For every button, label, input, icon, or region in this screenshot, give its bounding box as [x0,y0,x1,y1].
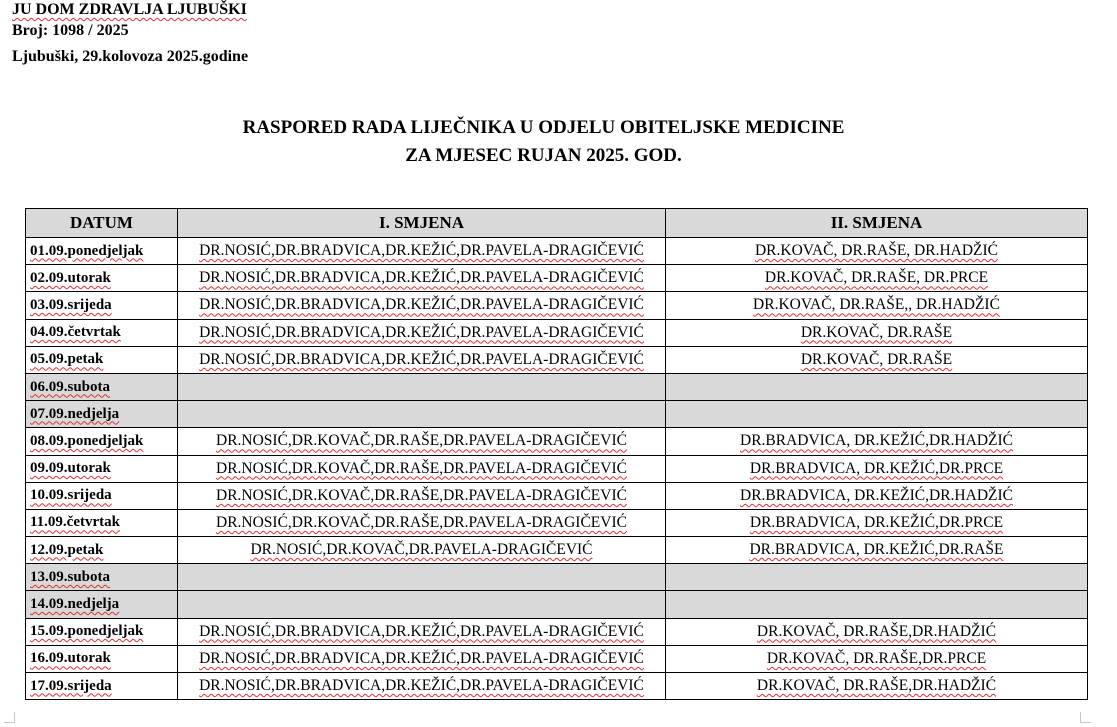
shift-1-doctors: DR.NOSIĆ,DR.BRADVICA,DR.KEŽIĆ,DR.PAVELA-DRAGIČEVIĆ [199,269,644,287]
date-text: 16.09.utorak [30,650,111,667]
shift-2-cell [666,265,1088,292]
shift-1-cell [178,618,666,645]
shift-1-cell [178,346,666,373]
place-date [12,47,248,67]
shift-2-cell [666,455,1088,482]
shift-1-doctors: DR.NOSIĆ,DR.BRADVICA,DR.KEŽIĆ,DR.PAVELA-DRAGIČEVIĆ [199,622,644,640]
header-date: DATUM [26,209,178,238]
shift-2-doctors: DR.BRADVICA, DR.KEŽIĆ,DR.PRCE [749,513,1004,531]
table-row [26,673,1088,700]
shift-1-doctors: DR.NOSIĆ,DR.BRADVICA,DR.KEŽIĆ,DR.PAVELA-DRAGIČEVIĆ [199,649,644,667]
date-text: 11.09.četvrtak [30,514,120,531]
table-row [26,591,1088,618]
date-cell [26,373,178,400]
shift-1-cell [178,238,666,265]
shift-1-cell [178,564,666,591]
shift-2-cell [666,537,1088,564]
shift-2-doctors: DR.KOVAČ, DR.RAŠE, DR.PRCE [764,269,989,287]
shift-1-cell [178,482,666,509]
date-cell [26,645,178,672]
date-text: 17.09.srijeda [30,677,112,694]
shift-1-doctors: DR.NOSIĆ,DR.BRADVICA,DR.KEŽIĆ,DR.PAVELA-DRAGIČEVIĆ [199,350,644,368]
shift-2-cell [666,401,1088,428]
shift-2-cell [666,645,1088,672]
date-cell [26,591,178,618]
shift-1-cell [178,591,666,618]
shift-1-doctors: DR.NOSIĆ,DR.BRADVICA,DR.KEŽIĆ,DR.PAVELA-DRAGIČEVIĆ [199,242,644,260]
date-text: 01.09.ponedjeljak [30,242,144,259]
table-row [26,618,1088,645]
date-text: 08.09.ponedjeljak [30,432,144,449]
shift-2-doctors: DR.KOVAČ, DR.RAŠE,, DR.HADŽIĆ [753,296,1000,314]
shift-1-doctors: DR.NOSIĆ,DR.KOVAČ,DR.RAŠE,DR.PAVELA-DRAGIČEVIĆ [216,486,627,504]
table-row [26,292,1088,319]
date-cell [26,292,178,319]
table-row [26,482,1088,509]
shift-2-doctors: DR.KOVAČ, DR.RAŠE, DR.HADŽIĆ [754,242,998,260]
table-row [26,537,1088,564]
date-cell [26,401,178,428]
shift-1-cell [178,428,666,455]
shift-2-doctors: DR.KOVAČ, DR.RAŠE,DR.HADŽIĆ [756,677,997,695]
date-text: 10.09.srijeda [30,487,112,504]
document-title-line-2 [0,142,1102,169]
shift-2-doctors: DR.KOVAČ, DR.RAŠE,DR.PRCE [766,649,987,667]
date-cell [26,319,178,346]
shift-2-cell [666,373,1088,400]
shift-1-cell [178,319,666,346]
shift-1-doctors: DR.NOSIĆ,DR.BRADVICA,DR.KEŽIĆ,DR.PAVELA-DRAGIČEVIĆ [199,677,644,695]
document-number [12,21,129,41]
date-text: 04.09.četvrtak [30,324,121,341]
shift-2-doctors: DR.BRADVICA, DR.KEŽIĆ,DR.RAŠE [749,541,1004,559]
table-row [26,373,1088,400]
document-title-line-1 [0,114,1102,141]
shift-1-doctors: DR.NOSIĆ,DR.KOVAČ,DR.PAVELA-DRAGIČEVIĆ [250,541,593,559]
date-cell [26,537,178,564]
shift-2-doctors: DR.KOVAČ, DR.RAŠE [800,350,953,368]
shift-2-cell [666,618,1088,645]
date-cell [26,346,178,373]
schedule-table [25,208,1088,700]
date-cell [26,455,178,482]
shift-1-doctors: DR.NOSIĆ,DR.KOVAČ,DR.RAŠE,DR.PAVELA-DRAGIČEVIĆ [216,459,627,477]
shift-1-doctors: DR.NOSIĆ,DR.BRADVICA,DR.KEŽIĆ,DR.PAVELA-DRAGIČEVIĆ [199,296,644,314]
table-row [26,645,1088,672]
header-shift-2: II. SMJENA [666,209,1088,238]
table-header-row [26,209,1088,238]
shift-1-cell [178,537,666,564]
table-row [26,428,1088,455]
shift-2-cell [666,292,1088,319]
table-row [26,509,1088,536]
shift-2-cell [666,673,1088,700]
shift-2-cell [666,428,1088,455]
date-cell [26,673,178,700]
date-text: 15.09.ponedjeljak [30,623,144,640]
header-shift-1: I. SMJENA [178,209,666,238]
institution-name [12,0,247,20]
date-cell [26,618,178,645]
title-line-1-text: RASPORED RADA LIJEČNIKA U ODJELU OBITELJSKE MEDICINE [242,117,845,138]
date-cell [26,509,178,536]
date-text: 02.09.utorak [30,269,111,286]
shift-2-doctors: DR.BRADVICA, DR.KEŽIĆ,DR.PRCE [749,459,1004,477]
place-date-text: Ljubuški, 29.kolovoza 2025.godine [12,48,249,65]
table-row [26,265,1088,292]
date-text: 14.09.nedjelja [30,596,120,613]
shift-2-cell [666,591,1088,618]
shift-2-cell [666,319,1088,346]
schedule-body [26,238,1088,700]
shift-2-cell [666,564,1088,591]
shift-1-cell [178,265,666,292]
shift-2-doctors: DR.KOVAČ, DR.RAŠE,DR.HADŽIĆ [756,622,997,640]
shift-2-doctors: DR.BRADVICA, DR.KEŽIĆ,DR.HADŽIĆ [740,432,1013,450]
shift-2-cell [666,482,1088,509]
page-corner-mark-left [4,712,15,723]
shift-1-doctors: DR.NOSIĆ,DR.BRADVICA,DR.KEŽIĆ,DR.PAVELA-DRAGIČEVIĆ [199,323,644,341]
date-text: 13.09.subota [30,568,111,585]
page-corner-mark-right [1080,712,1091,723]
table-row [26,455,1088,482]
shift-1-cell [178,673,666,700]
title-line-2-text: ZA MJESEC RUJAN 2025. GOD. [405,145,682,166]
date-text: 05.09.petak [30,351,104,368]
institution-text: JU DOM ZDRAVLJA LJUBUŠKI [12,1,247,18]
date-text: 06.09.subota [30,378,111,395]
table-row [26,319,1088,346]
date-cell [26,428,178,455]
date-text: 07.09.nedjelja [30,405,120,422]
shift-1-cell [178,455,666,482]
date-cell [26,265,178,292]
shift-2-cell [666,346,1088,373]
date-cell [26,482,178,509]
table-row [26,238,1088,265]
table-row [26,346,1088,373]
shift-2-doctors: DR.BRADVICA, DR.KEŽIĆ,DR.HADŽIĆ [740,486,1013,504]
table-row [26,564,1088,591]
shift-1-cell [178,401,666,428]
shift-1-cell [178,509,666,536]
shift-1-doctors: DR.NOSIĆ,DR.KOVAČ,DR.RAŠE,DR.PAVELA-DRAGIČEVIĆ [216,513,627,531]
date-cell [26,564,178,591]
shift-1-cell [178,292,666,319]
table-row [26,401,1088,428]
shift-1-cell [178,373,666,400]
date-text: 03.09.srijeda [30,296,112,313]
shift-1-doctors: DR.NOSIĆ,DR.KOVAČ,DR.RAŠE,DR.PAVELA-DRAGIČEVIĆ [216,432,627,450]
shift-2-cell [666,238,1088,265]
document-number-text: Broj: 1098 / 2025 [12,22,129,39]
shift-1-cell [178,645,666,672]
shift-2-cell [666,509,1088,536]
date-cell [26,238,178,265]
date-text: 12.09.petak [30,541,104,558]
date-text: 09.09.utorak [30,460,111,477]
shift-2-doctors: DR.KOVAČ, DR.RAŠE [800,323,953,341]
